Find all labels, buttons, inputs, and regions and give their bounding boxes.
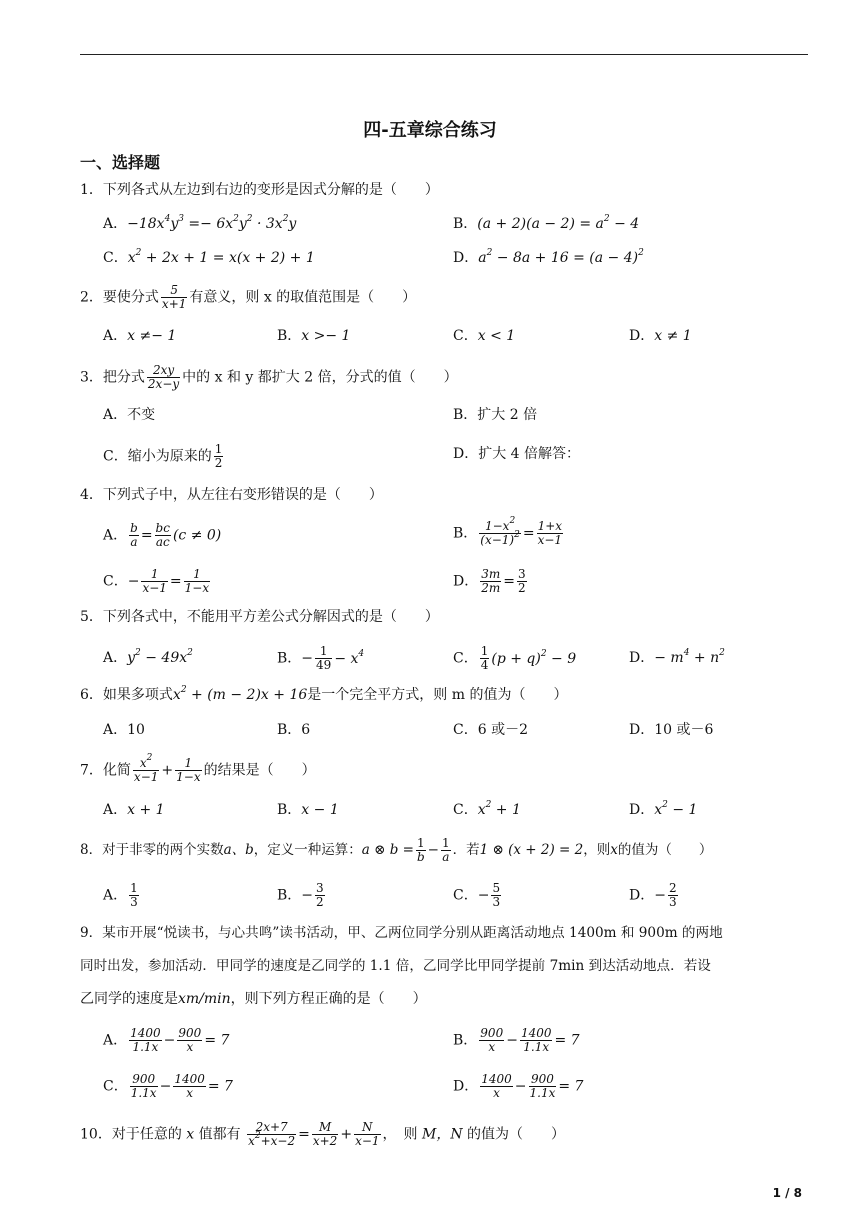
q7-option-c: C．$x^2 + 1$ bbox=[453, 800, 521, 818]
question-7-stem: 7．化简 $\frac{x^2}{x-1}$ + $\frac{1}{1-x}$ 的结果是（ ） bbox=[80, 753, 316, 784]
fraction: $\frac{2xy}{2x-y}$ bbox=[147, 363, 180, 391]
q2-option-d: D．x ≠ 1 bbox=[629, 328, 692, 344]
q5-option-a: A．$y^2 - 49x^2$ bbox=[103, 648, 193, 666]
question-1-stem: 1．下列各式从左边到右边的变形是因式分解的是（ ） bbox=[80, 182, 439, 198]
q7-option-d: D．$x^2 - 1$ bbox=[629, 800, 698, 818]
q3-option-b: B．扩大 2 倍 bbox=[453, 407, 538, 423]
header-rule bbox=[80, 54, 808, 55]
q7-option-a: A．x + 1 bbox=[103, 802, 165, 818]
q1-option-c: C．$x^2 + 2x + 1 = x(x + 2) + 1$ bbox=[103, 248, 315, 266]
page-title: 四-五章综合练习 bbox=[363, 120, 497, 141]
question-2-stem: 2．要使分式 $\frac{5}{x+1}$ 有意义，则 x 的取值范围是（ ） bbox=[80, 283, 417, 311]
question-3-stem: 3．把分式 $\frac{2xy}{2x-y}$ 中的 x 和 y 都扩大 2 倍，分式的值（ ） bbox=[80, 363, 458, 391]
q9-option-d: D． $\frac{1400}{x}$ − $\frac{900}{1.1x}$ = 7 bbox=[453, 1072, 584, 1100]
q8-option-a: A． $\frac{1}{3}$ bbox=[103, 881, 138, 909]
page-number: 1 / 8 bbox=[772, 1186, 802, 1200]
q6-option-a: A．10 bbox=[103, 722, 145, 738]
q4-option-d: D． $\frac{3m}{2m}$ = $\frac{3}{2}$ bbox=[453, 567, 526, 595]
q1-option-d: D．$a^2 - 8a + 16 = (a - 4)^2$ bbox=[453, 248, 644, 266]
q1-option-b: B．$(a + 2)(a - 2) = a^2 - 4$ bbox=[453, 214, 640, 232]
question-9-line-1: 9．某市开展“悦读书，与心共鸣”读书活动，甲、乙两位同学分别从距离活动地点 1400m 和 900m 的两地 bbox=[80, 925, 723, 941]
question-9-line-2: 同时出发，参加活动．甲同学的速度是乙同学的 1.1 倍，乙同学比甲同学提前 7min 到达活动地点．若设 bbox=[80, 958, 711, 974]
q8-option-b: B．− $\frac{3}{2}$ bbox=[277, 881, 324, 909]
q4-option-a: A． $\frac{b}{a}$ = $\frac{bc}{ac}$ (c ≠ 0) bbox=[103, 521, 222, 549]
q3-option-d: D．扩大 4 倍解答： bbox=[453, 446, 581, 462]
question-9-line-3: 乙同学的速度是xm/min，则下列方程正确的是（ ） bbox=[80, 991, 427, 1007]
q4-option-b: B． $\frac{1-x^2}{(x-1)^2}$ = $\frac{1+x}{x-1}$ bbox=[453, 516, 563, 547]
q9-option-a: A． $\frac{1400}{1.1x}$ − $\frac{900}{x}$ = 7 bbox=[103, 1026, 230, 1054]
q8-option-d: D．− $\frac{2}{3}$ bbox=[629, 881, 677, 909]
q7-option-b: B．x − 1 bbox=[277, 802, 339, 818]
q2-option-a: A．x ≠− 1 bbox=[103, 328, 177, 344]
fraction: $\frac{5}{x+1}$ bbox=[161, 283, 187, 311]
q3-option-a: A．不变 bbox=[103, 407, 156, 423]
question-8-stem: 8．对于非零的两个实数a、b，定义一种运算：a ⊗ b = $\frac{1}{b}$ − $\frac{1}{a}$ ．若1 ⊗ (x + 2) = 2，则x的值为（ ） bbox=[80, 836, 713, 864]
question-10-stem: 10．对于任意的 x 值都有 $\frac{2x+7}{x^2+x-2}$ = $\frac{M}{x+2}$ + $\frac{N}{x-1}$ ， 则 M，N 的值为（ ） bbox=[80, 1120, 566, 1148]
question-6-stem: 6．如果多项式$x^2 + (m - 2)x + 16$是一个完全平方式，则 m 的值为（ ） bbox=[80, 685, 568, 703]
q6-option-c: C．6 或－2 bbox=[453, 722, 528, 738]
q4-option-c: C．− $\frac{1}{x-1}$ = $\frac{1}{1-x}$ bbox=[103, 567, 210, 595]
q5-option-d: D．− $m^4 + n^2$ bbox=[629, 648, 725, 666]
fraction: $\frac{1}{2}$ bbox=[214, 442, 223, 470]
q3-option-c: C．缩小为原来的 $\frac{1}{2}$ bbox=[103, 442, 223, 470]
q6-option-d: D．10 或－6 bbox=[629, 722, 714, 738]
q5-option-c: C． $\frac{1}{4}$ $(p + q)^2 - 9$ bbox=[453, 644, 577, 672]
q9-option-c: C． $\frac{900}{1.1x}$ − $\frac{1400}{x}$ = 7 bbox=[103, 1072, 233, 1100]
q9-option-b: B． $\frac{900}{x}$ − $\frac{1400}{1.1x}$ = 7 bbox=[453, 1026, 580, 1054]
q5-option-b: B．− $\frac{1}{49}$ − $x^4$ bbox=[277, 644, 365, 672]
question-5-stem: 5．下列各式中，不能用平方差公式分解因式的是（ ） bbox=[80, 609, 439, 625]
q6-option-b: B．6 bbox=[277, 722, 311, 738]
q2-option-b: B．x >− 1 bbox=[277, 328, 351, 344]
section-heading: 一、选择题 bbox=[80, 153, 161, 172]
question-4-stem: 4．下列式子中，从左往右变形错误的是（ ） bbox=[80, 487, 383, 503]
q2-option-c: C．x < 1 bbox=[453, 328, 516, 344]
q1-option-a: A．$-18x^4y^3 =- 6x^2y^2 \cdot 3x^2y$ bbox=[103, 214, 297, 232]
q8-option-c: C．− $\frac{5}{3}$ bbox=[453, 881, 501, 909]
